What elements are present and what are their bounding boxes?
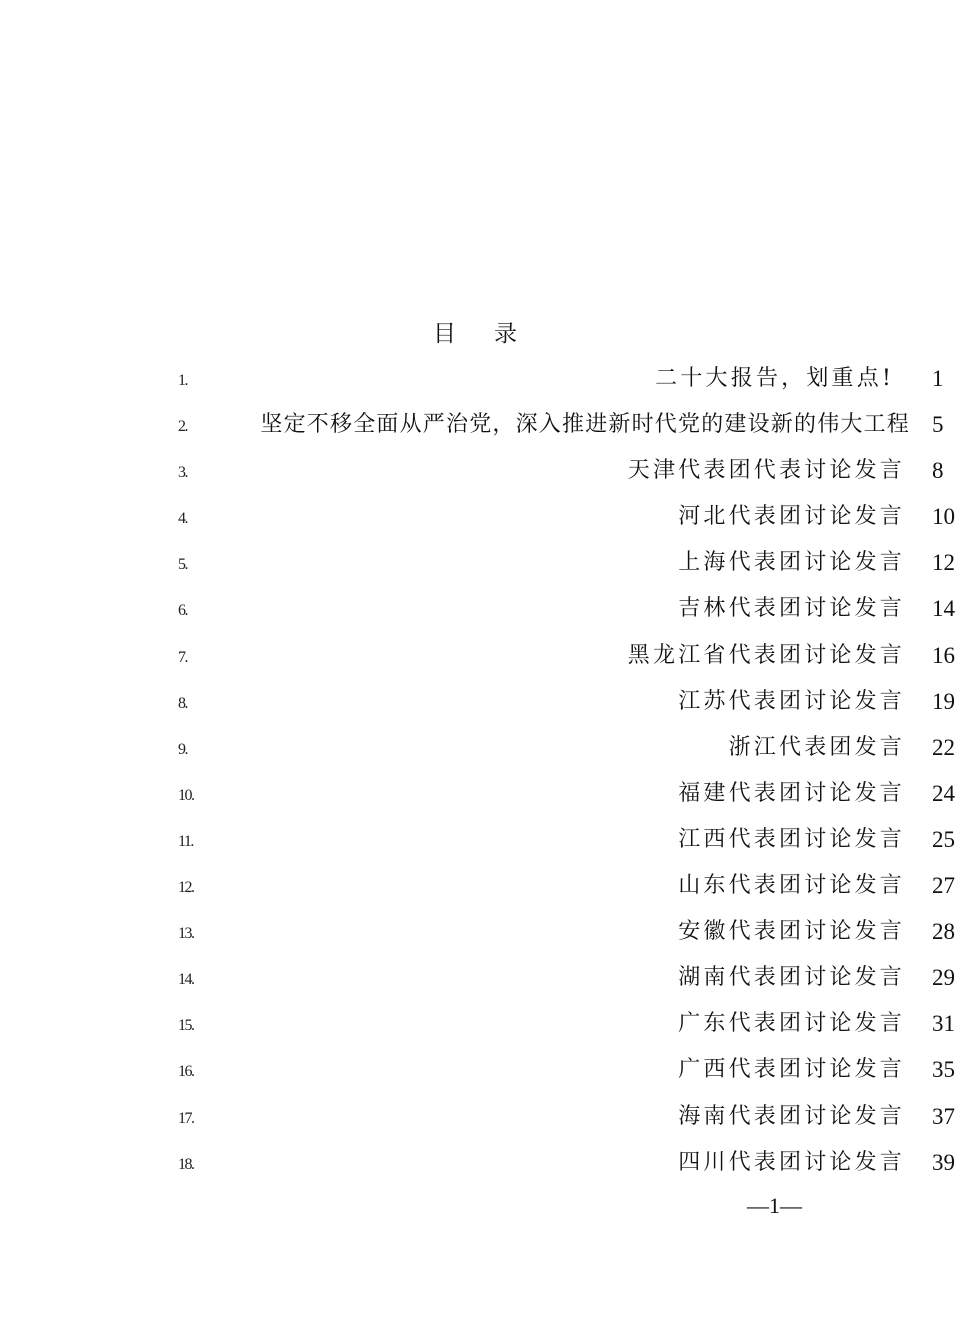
toc-entry-page: 12 bbox=[932, 550, 955, 576]
toc-entry[interactable] bbox=[178, 911, 955, 957]
toc-entry-title[interactable]: 海南代表团讨论发言 bbox=[678, 1103, 905, 1129]
toc-heading-left: 目 bbox=[433, 321, 456, 347]
toc-entry[interactable] bbox=[178, 450, 950, 496]
toc-entry[interactable] bbox=[178, 1003, 955, 1049]
toc-entry-page: 39 bbox=[932, 1149, 955, 1175]
toc-entry-page: 35 bbox=[932, 1057, 955, 1083]
toc-entry[interactable] bbox=[178, 681, 955, 727]
toc-entry-page: 24 bbox=[932, 780, 955, 806]
toc-entry-page: 10 bbox=[932, 504, 955, 530]
toc-entry[interactable] bbox=[178, 588, 955, 634]
toc-entry-title[interactable]: 湖南代表团讨论发言 bbox=[678, 965, 905, 991]
toc-entry-title[interactable]: 河北代表团讨论发言 bbox=[678, 504, 905, 530]
toc-entry-number: 14. bbox=[178, 971, 194, 989]
toc-entry[interactable] bbox=[178, 727, 955, 773]
toc-entry-title[interactable]: 四川代表团讨论发言 bbox=[678, 1149, 905, 1175]
toc-entry-number: 12. bbox=[178, 879, 194, 897]
toc-entry-number: 4. bbox=[178, 510, 187, 528]
toc-entry-title[interactable]: 上海代表团讨论发言 bbox=[678, 550, 905, 576]
toc-entry[interactable] bbox=[178, 773, 955, 819]
toc-entry-page: 37 bbox=[932, 1103, 955, 1129]
toc-entry-number: 3. bbox=[178, 464, 187, 482]
toc-entry-page: 25 bbox=[932, 826, 955, 852]
toc-entry[interactable] bbox=[178, 358, 950, 404]
toc-entry-page: 28 bbox=[932, 919, 955, 945]
toc-entry-number: 11. bbox=[178, 832, 193, 850]
toc-entry[interactable] bbox=[178, 1049, 955, 1095]
page-number-footer: —1— bbox=[747, 1193, 802, 1218]
toc-entry-number: 13. bbox=[178, 925, 194, 943]
toc-entry[interactable] bbox=[178, 635, 955, 681]
toc-entry-title[interactable]: 江西代表团讨论发言 bbox=[678, 826, 905, 852]
toc-entry[interactable] bbox=[178, 1096, 955, 1142]
toc-entry-number: 5. bbox=[178, 556, 187, 574]
toc-entry-number: 2. bbox=[178, 418, 187, 436]
toc-entry-number: 18. bbox=[178, 1155, 194, 1173]
toc-entry-title[interactable]: 二十大报告，划重点! bbox=[655, 366, 894, 391]
toc-entry[interactable] bbox=[178, 865, 955, 911]
toc-entry-number: 1. bbox=[178, 372, 187, 389]
toc-heading bbox=[0, 318, 950, 350]
toc-list bbox=[178, 358, 955, 1188]
toc-entry-page: 27 bbox=[932, 873, 955, 899]
toc-entry-title[interactable]: 黑龙江省代表团讨论发言 bbox=[627, 642, 905, 668]
toc-entry[interactable] bbox=[178, 957, 955, 1003]
toc-entry-page: 31 bbox=[932, 1011, 955, 1037]
toc-entry-title[interactable]: 坚定不移全面从严治党，深入推进新时代党的建设新的伟大工程 bbox=[260, 412, 910, 438]
toc-entry[interactable] bbox=[178, 496, 955, 542]
toc-entry-page: 5 bbox=[932, 412, 944, 438]
toc-entry-title[interactable]: 福建代表团讨论发言 bbox=[678, 780, 905, 806]
toc-entry-page: 8 bbox=[932, 458, 944, 484]
toc-entry-page: 14 bbox=[932, 596, 955, 622]
toc-entry-title[interactable]: 安徽代表团讨论发言 bbox=[678, 919, 905, 945]
toc-entry-title[interactable]: 江苏代表团讨论发言 bbox=[678, 688, 905, 714]
toc-entry-title[interactable]: 浙江代表团发言 bbox=[728, 734, 905, 760]
toc-heading-right: 录 bbox=[494, 321, 517, 347]
toc-entry-page: 16 bbox=[932, 642, 955, 668]
toc-entry-number: 8. bbox=[178, 694, 187, 712]
toc-entry-number: 6. bbox=[178, 602, 187, 620]
toc-entry-page: 29 bbox=[932, 965, 955, 991]
toc-entry[interactable] bbox=[178, 1142, 955, 1188]
toc-entry-title[interactable]: 广西代表团讨论发言 bbox=[678, 1057, 905, 1083]
toc-entry[interactable] bbox=[178, 404, 950, 450]
toc-entry[interactable] bbox=[178, 542, 955, 588]
toc-entry-title[interactable]: 吉林代表团讨论发言 bbox=[678, 596, 905, 622]
toc-entry-number: 7. bbox=[178, 648, 187, 666]
toc-entry[interactable] bbox=[178, 819, 955, 865]
toc-entry-title[interactable]: 天津代表团代表讨论发言 bbox=[627, 458, 905, 484]
toc-entry-page: 22 bbox=[932, 734, 955, 760]
toc-entry-number: 16. bbox=[178, 1063, 194, 1081]
toc-entry-number: 15. bbox=[178, 1017, 194, 1035]
toc-entry-number: 10. bbox=[178, 786, 194, 804]
toc-entry-title[interactable]: 山东代表团讨论发言 bbox=[678, 873, 905, 899]
toc-entry-number: 17. bbox=[178, 1109, 194, 1127]
toc-entry-number: 9. bbox=[178, 740, 187, 758]
toc-entry-title[interactable]: 广东代表团讨论发言 bbox=[678, 1011, 905, 1037]
toc-entry-page: 19 bbox=[932, 688, 955, 714]
toc-entry-page: 1 bbox=[932, 366, 944, 391]
